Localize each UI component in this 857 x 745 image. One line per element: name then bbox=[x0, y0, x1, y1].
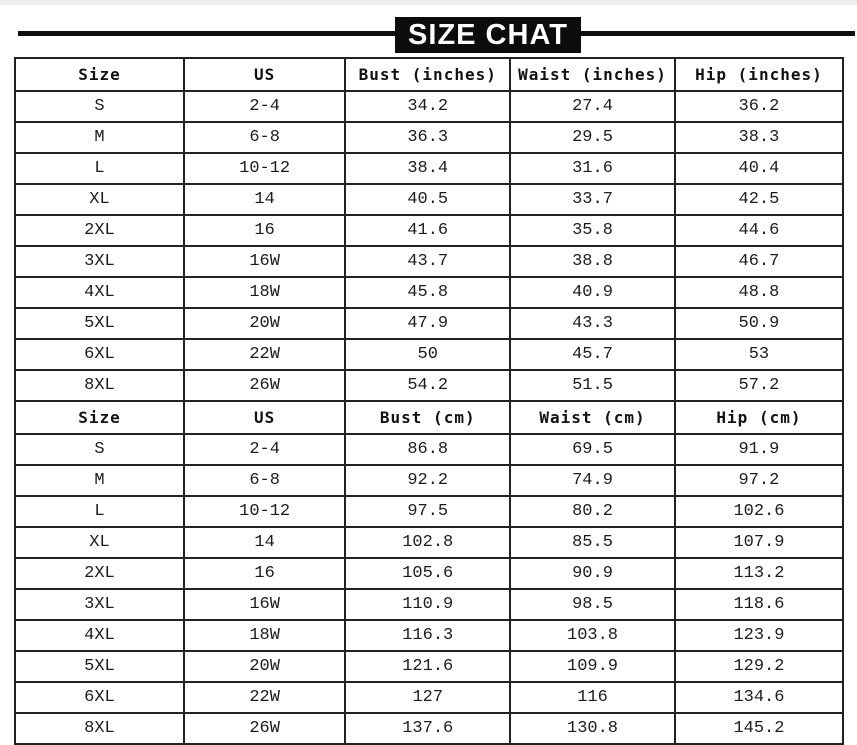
table-cell: 43.3 bbox=[510, 308, 675, 339]
table-cell: 5XL bbox=[15, 651, 184, 682]
table-cell: 102.8 bbox=[345, 527, 510, 558]
table-cell: 6-8 bbox=[184, 465, 345, 496]
table-cell: 22W bbox=[184, 339, 345, 370]
table-cell: 10-12 bbox=[184, 496, 345, 527]
column-header: US bbox=[184, 58, 345, 91]
column-header: Hip (cm) bbox=[675, 401, 843, 434]
table-cell: 44.6 bbox=[675, 215, 843, 246]
table-row bbox=[15, 215, 843, 246]
table-cell: 107.9 bbox=[675, 527, 843, 558]
table-cell: L bbox=[15, 153, 184, 184]
table-cell: 4XL bbox=[15, 620, 184, 651]
table-row bbox=[15, 713, 843, 744]
table-cell: 38.4 bbox=[345, 153, 510, 184]
size-chart-table bbox=[14, 57, 844, 745]
table-cell: 14 bbox=[184, 184, 345, 215]
table-cell: 54.2 bbox=[345, 370, 510, 401]
table-row bbox=[15, 651, 843, 682]
table-cell: S bbox=[15, 91, 184, 122]
table-cell: 47.9 bbox=[345, 308, 510, 339]
table-cell: 2XL bbox=[15, 558, 184, 589]
table-cell: 113.2 bbox=[675, 558, 843, 589]
table-cell: 2XL bbox=[15, 215, 184, 246]
table-cell: 118.6 bbox=[675, 589, 843, 620]
table-cell: 110.9 bbox=[345, 589, 510, 620]
column-header: Waist (cm) bbox=[510, 401, 675, 434]
table-cell: 33.7 bbox=[510, 184, 675, 215]
table-cell: 129.2 bbox=[675, 651, 843, 682]
table-cell: 90.9 bbox=[510, 558, 675, 589]
column-header: Bust (cm) bbox=[345, 401, 510, 434]
table-cell: 38.3 bbox=[675, 122, 843, 153]
table-cell: 16W bbox=[184, 246, 345, 277]
table-cell: 26W bbox=[184, 713, 345, 744]
table-cell: 8XL bbox=[15, 370, 184, 401]
table-cell: 127 bbox=[345, 682, 510, 713]
table-cell: 6XL bbox=[15, 682, 184, 713]
table-cell: 50.9 bbox=[675, 308, 843, 339]
table-cell: 116 bbox=[510, 682, 675, 713]
table-cell: 45.8 bbox=[345, 277, 510, 308]
table-cell: 97.2 bbox=[675, 465, 843, 496]
table-cell: 40.5 bbox=[345, 184, 510, 215]
table-row bbox=[15, 527, 843, 558]
table-cell: 92.2 bbox=[345, 465, 510, 496]
table-cell: 6XL bbox=[15, 339, 184, 370]
table-row bbox=[15, 308, 843, 339]
table-cell: L bbox=[15, 496, 184, 527]
column-header: Waist (inches) bbox=[510, 58, 675, 91]
table-cell: 109.9 bbox=[510, 651, 675, 682]
table-cell: 2-4 bbox=[184, 434, 345, 465]
table-cell: 36.3 bbox=[345, 122, 510, 153]
table-cell: 46.7 bbox=[675, 246, 843, 277]
table-cell: 16 bbox=[184, 215, 345, 246]
table-row bbox=[15, 153, 843, 184]
table-cell: 14 bbox=[184, 527, 345, 558]
table-cell: 16 bbox=[184, 558, 345, 589]
table-cell: 91.9 bbox=[675, 434, 843, 465]
table-cell: 26W bbox=[184, 370, 345, 401]
table-cell: 57.2 bbox=[675, 370, 843, 401]
table-row bbox=[15, 465, 843, 496]
table-row bbox=[15, 434, 843, 465]
table-cell: 41.6 bbox=[345, 215, 510, 246]
table-cell: 3XL bbox=[15, 589, 184, 620]
table-cell: 45.7 bbox=[510, 339, 675, 370]
table-cell: 42.5 bbox=[675, 184, 843, 215]
table-cell: 34.2 bbox=[345, 91, 510, 122]
table-cell: 80.2 bbox=[510, 496, 675, 527]
column-header: US bbox=[184, 401, 345, 434]
table-row bbox=[15, 370, 843, 401]
table-cell: 3XL bbox=[15, 246, 184, 277]
table-cell: 35.8 bbox=[510, 215, 675, 246]
table-cell: 22W bbox=[184, 682, 345, 713]
table-row bbox=[15, 246, 843, 277]
table-row bbox=[15, 620, 843, 651]
table-cell: 43.7 bbox=[345, 246, 510, 277]
table-cell: 123.9 bbox=[675, 620, 843, 651]
table-cell: 6-8 bbox=[184, 122, 345, 153]
table-cell: 2-4 bbox=[184, 91, 345, 122]
table-cell: S bbox=[15, 434, 184, 465]
table-row bbox=[15, 184, 843, 215]
table-cell: 51.5 bbox=[510, 370, 675, 401]
table-cell: 36.2 bbox=[675, 91, 843, 122]
table-cell: XL bbox=[15, 184, 184, 215]
table-cell: M bbox=[15, 122, 184, 153]
table-cell: 74.9 bbox=[510, 465, 675, 496]
table-row bbox=[15, 589, 843, 620]
table-cell: 134.6 bbox=[675, 682, 843, 713]
header-row-cm bbox=[15, 401, 843, 434]
table-cell: 27.4 bbox=[510, 91, 675, 122]
table-cell: 98.5 bbox=[510, 589, 675, 620]
table-cell: 10-12 bbox=[184, 153, 345, 184]
table-row bbox=[15, 91, 843, 122]
column-header: Bust (inches) bbox=[345, 58, 510, 91]
table-cell: M bbox=[15, 465, 184, 496]
table-cell: 20W bbox=[184, 308, 345, 339]
table-row bbox=[15, 339, 843, 370]
table-cell: 18W bbox=[184, 620, 345, 651]
table-cell: 145.2 bbox=[675, 713, 843, 744]
table-cell: 16W bbox=[184, 589, 345, 620]
table-row bbox=[15, 558, 843, 589]
column-header: Hip (inches) bbox=[675, 58, 843, 91]
table-cell: 4XL bbox=[15, 277, 184, 308]
table-cell: 31.6 bbox=[510, 153, 675, 184]
column-header: Size bbox=[15, 401, 184, 434]
table-cell: 5XL bbox=[15, 308, 184, 339]
table-cell: 97.5 bbox=[345, 496, 510, 527]
table-cell: 121.6 bbox=[345, 651, 510, 682]
table-row bbox=[15, 682, 843, 713]
table-cell: 103.8 bbox=[510, 620, 675, 651]
table-cell: 50 bbox=[345, 339, 510, 370]
size-table-body bbox=[15, 58, 843, 744]
table-row bbox=[15, 277, 843, 308]
column-header: Size bbox=[15, 58, 184, 91]
table-cell: 48.8 bbox=[675, 277, 843, 308]
table-cell: XL bbox=[15, 527, 184, 558]
table-cell: 86.8 bbox=[345, 434, 510, 465]
table-cell: 38.8 bbox=[510, 246, 675, 277]
table-cell: 53 bbox=[675, 339, 843, 370]
title-band bbox=[0, 0, 857, 57]
table-cell: 69.5 bbox=[510, 434, 675, 465]
table-cell: 85.5 bbox=[510, 527, 675, 558]
page-title: SIZE CHAT bbox=[395, 17, 581, 53]
table-cell: 105.6 bbox=[345, 558, 510, 589]
header-row-inches bbox=[15, 58, 843, 91]
table-cell: 116.3 bbox=[345, 620, 510, 651]
table-cell: 18W bbox=[184, 277, 345, 308]
table-cell: 40.9 bbox=[510, 277, 675, 308]
table-cell: 40.4 bbox=[675, 153, 843, 184]
table-row bbox=[15, 122, 843, 153]
table-cell: 8XL bbox=[15, 713, 184, 744]
table-cell: 130.8 bbox=[510, 713, 675, 744]
table-cell: 29.5 bbox=[510, 122, 675, 153]
table-cell: 137.6 bbox=[345, 713, 510, 744]
table-cell: 102.6 bbox=[675, 496, 843, 527]
table-cell: 20W bbox=[184, 651, 345, 682]
table-row bbox=[15, 496, 843, 527]
